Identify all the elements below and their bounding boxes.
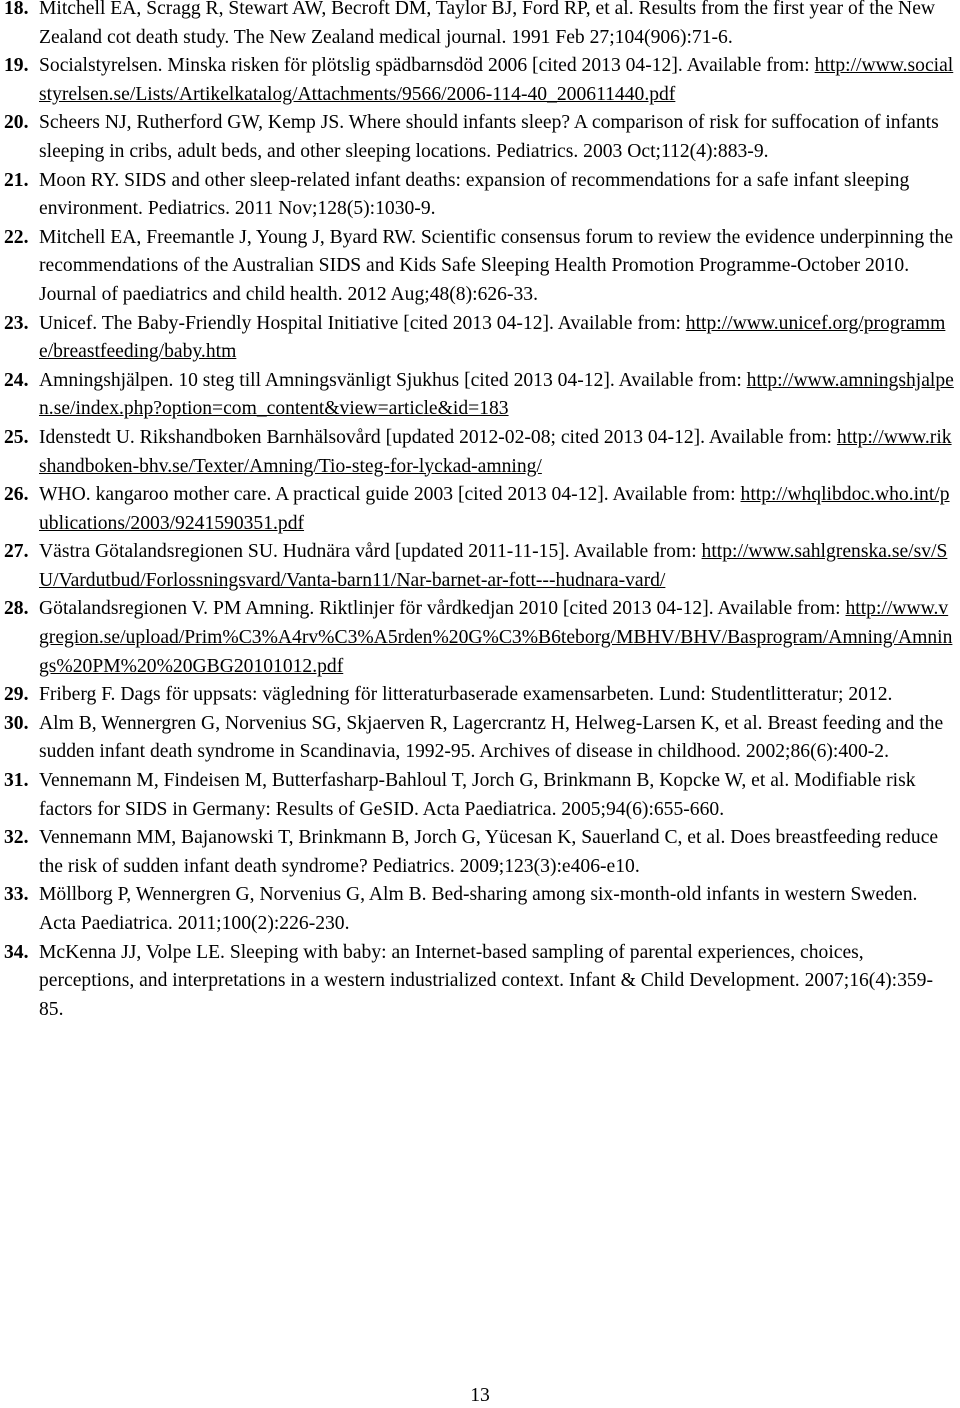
- reference-number: 20.: [4, 112, 29, 134]
- reference-text: Vennemann MM, Bajanowski T, Brinkmann B, Jorch G, Yücesan K, Sauerland C, et al. Does breastfeeding reduce the risk of sudden infant death syndrome? Pediatrics. 2009;123(3):e406-e10.: [39, 827, 939, 877]
- reference-item: [4, 481, 956, 538]
- reference-text: Möllborg P, Wennergren G, Norvenius G, Alm B. Bed-sharing among six-month-old infants in western Sweden. Acta Paediatrica. 2011;100(2):226-230.: [39, 884, 918, 934]
- reference-item: [4, 538, 956, 595]
- reference-item: [4, 367, 956, 424]
- reference-link[interactable]: http://www.socialstyrelsen.se/Lists/Artikelkatalog/Attachments/9566/2006-114-40_200611440.pdf: [39, 55, 954, 105]
- reference-text: Moon RY. SIDS and other sleep-related infant deaths: expansion of recommendations for a safe infant sleeping environment. Pediatrics. 2011 Nov;128(5):1030-9.: [39, 169, 910, 220]
- reference-text: Socialstyrelsen. Minska risken för plötslig spädbarnsdöd 2006 [cited 2013 04-12]. Available from:: [39, 55, 815, 77]
- reference-number: 29.: [4, 684, 29, 706]
- reference-link[interactable]: http://www.sahlgrenska.se/sv/SU/Vardutbud/Forlossningsvard/Vanta-barn11/Nar-barnet-ar-fott---hudnara-vard/: [39, 541, 948, 591]
- reference-number: 21.: [4, 169, 29, 191]
- reference-link[interactable]: http://whqlibdoc.who.int/publications/2003/9241590351.pdf: [39, 484, 950, 534]
- reference-item: [4, 109, 956, 166]
- reference-text: WHO. kangaroo mother care. A practical guide 2003 [cited 2013 04-12]. Available from:: [39, 484, 741, 506]
- reference-number: 23.: [4, 312, 29, 334]
- reference-text: Mitchell EA, Freemantle J, Young J, Byard RW. Scientific consensus forum to review the evidence underpinning the recommendations of the Australian SIDS and Kids Safe Sleeping Health Promotion Programme-October 2010. Journal of paediatrics and child health. 2012 Aug;48(8):626-33.: [39, 226, 954, 305]
- reference-link[interactable]: http://www.amningshjalpen.se/index.php?option=com_content&view=article&id=183: [39, 369, 954, 420]
- reference-item: [4, 52, 956, 109]
- reference-number: 28.: [4, 598, 29, 620]
- reference-number: 27.: [4, 541, 29, 563]
- reference-text: Alm B, Wennergren G, Norvenius SG, Skjaerven R, Lagercrantz H, Helweg-Larsen K, et al. Breast feeding and the sudden infant death syndrome in Scandinavia, 1992-95. Archives of disease in childhood. 2002;86(6):400-2.: [39, 712, 944, 763]
- reference-text: Scheers NJ, Rutherford GW, Kemp JS. Where should infants sleep? A comparison of risk for suffocation of infants sleeping in cribs, adult beds, and other sleeping locations. Pediatrics. 2003 Oct;112(4):883-9.: [39, 112, 939, 162]
- reference-item: [4, 595, 956, 681]
- reference-number: 32.: [4, 827, 29, 849]
- reference-link[interactable]: http://www.vgregion.se/upload/Prim%C3%A4rv%C3%A5rden%20G%C3%B6teborg/MBHV/BHV/Basprogram/Amning/Amnings%20PM%20%20GBG20101012.pdf: [39, 598, 953, 677]
- reference-text: Vennemann M, Findeisen M, Butterfasharp-Bahloul T, Jorch G, Brinkmann B, Kopcke W, et al. Modifiable risk factors for SIDS in Germany: Results of GeSID. Acta Paediatrica. 2005;94(6):655-660.: [39, 770, 916, 820]
- reference-number: 30.: [4, 712, 29, 734]
- reference-link[interactable]: http://www.rikshandboken-bhv.se/Texter/Amning/Tio-steg-for-lyckad-amning/: [39, 426, 952, 477]
- reference-item: [4, 939, 956, 1025]
- reference-text: Unicef. The Baby-Friendly Hospital Initiative [cited 2013 04-12]. Available from:: [39, 312, 686, 334]
- reference-text: Götalandsregionen V. PM Amning. Riktlinjer för vårdkedjan 2010 [cited 2013 04-12]. Available from:: [39, 598, 846, 620]
- reference-item: [4, 224, 956, 310]
- reference-number: 31.: [4, 770, 29, 792]
- reference-number: 19.: [4, 55, 29, 77]
- reference-text: Idenstedt U. Rikshandboken Barnhälsovård [updated 2012-02-08; cited 2013 04-12]. Available from:: [39, 426, 837, 448]
- reference-item: [4, 424, 956, 481]
- reference-item: [4, 0, 956, 52]
- reference-item: [4, 824, 956, 881]
- reference-item: [4, 710, 956, 767]
- reference-list: [4, 0, 956, 1024]
- reference-item: [4, 310, 956, 367]
- reference-text: Västra Götalandsregionen SU. Hudnära vård [updated 2011-11-15]. Available from:: [39, 541, 702, 563]
- reference-number: 26.: [4, 484, 29, 506]
- reference-text: Friberg F. Dags för uppsats: vägledning för litteraturbaserade examensarbeten. Lund: Studentlitteratur; 2012.: [39, 684, 893, 706]
- page-number: 13: [470, 1385, 490, 1406]
- reference-item: [4, 167, 956, 224]
- reference-item: [4, 681, 956, 710]
- reference-number: 18.: [4, 0, 29, 19]
- reference-text: McKenna JJ, Volpe LE. Sleeping with baby: an Internet-based sampling of parental experiences, choices, perceptions, and interpretations in a western industrialized context. Infant & Child Development. 2007;16(4):359-85.: [39, 941, 934, 1020]
- reference-link[interactable]: http://www.unicef.org/programme/breastfeeding/baby.htm: [39, 312, 946, 363]
- reference-number: 22.: [4, 226, 29, 248]
- reference-number: 34.: [4, 941, 29, 963]
- reference-number: 25.: [4, 426, 29, 448]
- reference-number: 33.: [4, 884, 29, 906]
- reference-item: [4, 881, 956, 938]
- reference-item: [4, 767, 956, 824]
- reference-text: Mitchell EA, Scragg R, Stewart AW, Becroft DM, Taylor BJ, Ford RP, et al. Results from the first year of the New Zealand cot death study. The New Zealand medical journal. 1991 Feb 27;104(906):71-6.: [39, 0, 936, 48]
- reference-number: 24.: [4, 369, 29, 391]
- reference-text: Amningshjälpen. 10 steg till Amningsvänligt Sjukhus [cited 2013 04-12]. Available from:: [39, 369, 747, 391]
